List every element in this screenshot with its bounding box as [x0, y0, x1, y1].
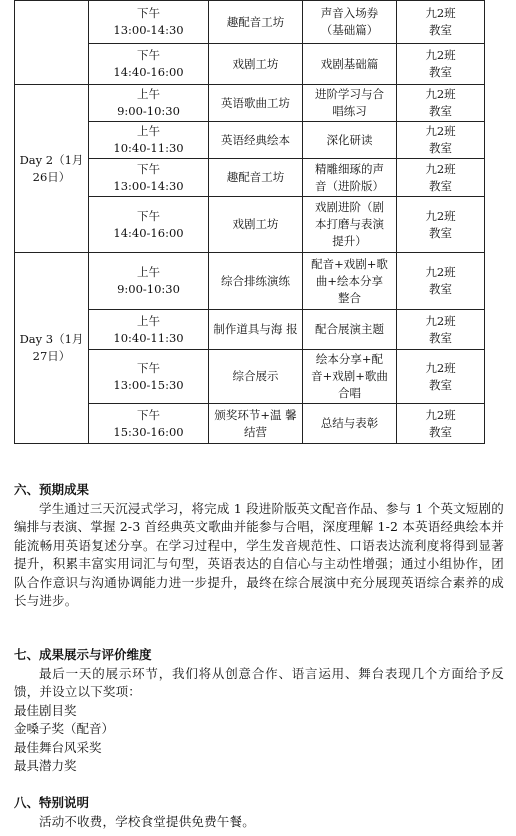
day-cell: Day 2（1月 26日） — [15, 85, 89, 253]
activity-cell: 综合排练演练 — [209, 253, 303, 310]
section-paragraph: 活动不收费，学校食堂提供免费午餐。 — [39, 813, 255, 829]
section-paragraph: 最后一天的展示环节，我们将从创意合作、语言运用、舞台表现几个方面给予反馈，并设立以下奖项： — [14, 665, 504, 699]
time-cell: 下午 13:00-14:30 — [89, 1, 209, 44]
section-heading: 七、成果展示与评价维度 — [14, 647, 152, 662]
activity-cell: 英语歌曲工坊 — [209, 85, 303, 122]
table-row — [15, 253, 485, 310]
activity-cell: 趣配音工坊 — [209, 1, 303, 44]
day-cell — [15, 1, 89, 85]
time-cell: 下午 14:40-16:00 — [89, 44, 209, 85]
time-cell: 上午 9:00-10:30 — [89, 85, 209, 122]
section-heading: 六、预期成果 — [14, 482, 90, 497]
content-cell: 总结与表彰 — [303, 404, 397, 444]
time-cell: 下午 15:30-16:00 — [89, 404, 209, 444]
activity-cell: 颁奖环节+温 馨结营 — [209, 404, 303, 444]
schedule-table — [14, 0, 485, 444]
content-cell: 戏剧进阶（剧 本打磨与表演 提升） — [303, 197, 397, 253]
content-cell: 深化研读 — [303, 122, 397, 159]
time-cell: 上午 9:00-10:30 — [89, 253, 209, 310]
section-heading: 八、特别说明 — [14, 795, 90, 810]
activity-cell: 综合展示 — [209, 350, 303, 404]
table-row — [15, 85, 485, 122]
room-cell: 九2班 教室 — [397, 44, 485, 85]
day-cell: Day 3（1月 27日） — [15, 253, 89, 444]
award-item: 金嗓子奖（配音） — [14, 721, 115, 736]
content-cell: 进阶学习与合 唱练习 — [303, 85, 397, 122]
activity-cell: 戏剧工坊 — [209, 44, 303, 85]
content-cell: 配合展演主题 — [303, 310, 397, 350]
room-cell: 九2班 教室 — [397, 197, 485, 253]
content-cell: 精雕细琢的声 音（进阶版） — [303, 159, 397, 197]
time-cell: 下午 14:40-16:00 — [89, 197, 209, 253]
room-cell: 九2班 教室 — [397, 350, 485, 404]
room-cell: 九2班 教室 — [397, 122, 485, 159]
room-cell: 九2班 教室 — [397, 310, 485, 350]
award-item: 最佳剧目奖 — [14, 702, 77, 718]
showcase-evaluation-section — [14, 646, 504, 776]
table-row — [15, 1, 485, 44]
section-paragraph: 学生通过三天沉浸式学习，将完成 1 段进阶版英文配音作品、参与 1 个英文短剧的编排与表演、掌握 2-3 首经典英文歌曲并能参与合唱，深度理解 1-2 本英语经典绘本并能流畅用英语复述分享。在学习过程中，学生发音规范性、口语表达流利度将得到显著提升，积累丰富实用词汇与句型，英语表达的自信心与主动性增强；通过小组协作，团队合作意识与沟通协调能力进一步提升，最终在综合展演中充分展现英语综合素养的成长与进步。 — [14, 500, 504, 608]
room-cell: 九2班 教室 — [397, 404, 485, 444]
time-cell: 上午 10:40-11:30 — [89, 310, 209, 350]
time-cell: 下午 13:00-15:30 — [89, 350, 209, 404]
content-cell: 声音入场券 （基础篇） — [303, 1, 397, 44]
activity-cell: 戏剧工坊 — [209, 197, 303, 253]
award-item: 最具潜力奖 — [14, 758, 77, 773]
room-cell: 九2班 教室 — [397, 1, 485, 44]
content-cell: 配音+戏剧+歌 曲+绘本分享 整合 — [303, 253, 397, 310]
time-cell: 上午 10:40-11:30 — [89, 122, 209, 159]
time-cell: 下午 13:00-14:30 — [89, 159, 209, 197]
content-cell: 绘本分享+配 音+戏剧+歌曲 合唱 — [303, 350, 397, 404]
activity-cell: 制作道具与海 报 — [209, 310, 303, 350]
room-cell: 九2班 教室 — [397, 253, 485, 310]
special-notes-section — [14, 794, 504, 831]
activity-cell: 英语经典绘本 — [209, 122, 303, 159]
activity-cell: 趣配音工坊 — [209, 159, 303, 197]
room-cell: 九2班 教室 — [397, 85, 485, 122]
room-cell: 九2班 教室 — [397, 159, 485, 197]
content-cell: 戏剧基础篇 — [303, 44, 397, 85]
expected-outcomes-section — [14, 481, 504, 611]
award-item: 最佳舞台风采奖 — [14, 739, 102, 755]
